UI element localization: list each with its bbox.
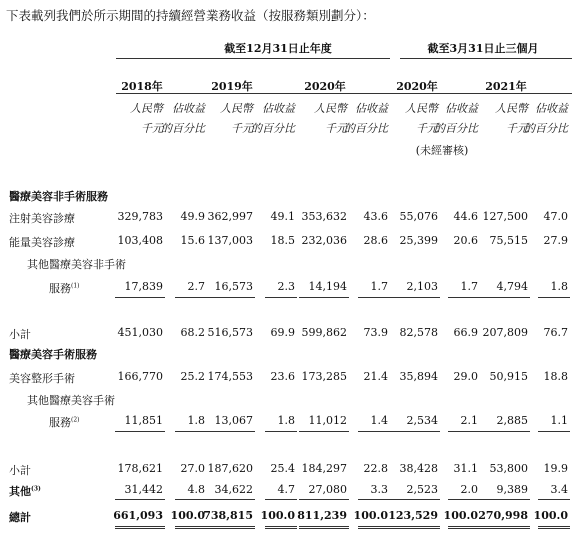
- others-value: 9,389: [496, 483, 528, 496]
- amount-header: 人民幣: [495, 102, 528, 115]
- amount-unit-header: 千元: [141, 122, 163, 135]
- subtotal-surgical-value: 38,428: [399, 462, 438, 475]
- row-label-energy: 能量美容診療: [9, 236, 75, 249]
- total-double-rule: [358, 526, 390, 529]
- subtotal-rule: [390, 297, 440, 298]
- subtotal-nonsurgical-value: 451,030: [117, 326, 163, 339]
- cosmetic-surgery-value: 166,770: [117, 370, 163, 383]
- total-value: 100.0: [260, 509, 295, 522]
- total-double-rule: [299, 526, 349, 529]
- subtotal-rule: [448, 297, 480, 298]
- injection-value: 44.6: [453, 210, 478, 223]
- subtotal-nonsurgical-value: 82,578: [399, 326, 438, 339]
- pct-unit-header: 的百分比: [161, 122, 205, 135]
- cosmetic-surgery-value: 23.6: [270, 370, 295, 383]
- period-header-interim: 截至3月31日止三個月: [427, 42, 539, 55]
- row-label-other-surgical: 其他醫療美容手術: [27, 394, 115, 407]
- cosmetic-surgery-value: 173,285: [301, 370, 347, 383]
- other-nonsurgical-value: 4,794: [496, 280, 528, 293]
- other-surgical-value: 2.1: [460, 414, 478, 427]
- others-value: 2,523: [406, 483, 438, 496]
- year-header: 2020年: [396, 80, 438, 93]
- subtotal-rule: [175, 431, 207, 432]
- subtotal-nonsurgical-value: 66.9: [453, 326, 478, 339]
- other-surgical-value: 2,885: [496, 414, 528, 427]
- total-rule: [390, 499, 440, 500]
- total-double-rule: [115, 526, 165, 529]
- cosmetic-surgery-value: 174,553: [207, 370, 253, 383]
- other-surgical-value: 1.1: [550, 414, 568, 427]
- energy-value: 18.5: [270, 234, 295, 247]
- other-surgical-value: 2,534: [406, 414, 438, 427]
- year-header: 2021年: [485, 80, 527, 93]
- subtotal-rule: [390, 431, 440, 432]
- energy-value: 27.9: [543, 234, 568, 247]
- subtotal-rule: [358, 297, 390, 298]
- total-value: 100.0: [443, 509, 478, 522]
- subtotal-rule: [205, 431, 255, 432]
- other-nonsurgical-value: 16,573: [214, 280, 253, 293]
- subtotal-surgical-value: 178,621: [117, 462, 163, 475]
- energy-value: 75,515: [489, 234, 528, 247]
- cosmetic-surgery-value: 35,894: [399, 370, 438, 383]
- subtotal-nonsurgical-value: 599,862: [301, 326, 347, 339]
- subtotal-nonsurgical-value: 516,573: [207, 326, 253, 339]
- cosmetic-surgery-value: 21.4: [363, 370, 388, 383]
- total-value: 811,239: [297, 509, 347, 522]
- other-surgical-value: 1.8: [277, 414, 295, 427]
- other-nonsurgical-value: 1.7: [370, 280, 388, 293]
- pct-header: 佔收益: [445, 102, 478, 115]
- other-surgical-value: 13,067: [214, 414, 253, 427]
- amount-header: 人民幣: [220, 102, 253, 115]
- injection-value: 127,500: [482, 210, 528, 223]
- total-rule: [358, 499, 390, 500]
- amount-unit-header: 千元: [231, 122, 253, 135]
- others-value: 4.7: [277, 483, 295, 496]
- other-surgical-value: 1.4: [370, 414, 388, 427]
- pct-unit-header: 的百分比: [344, 122, 388, 135]
- cosmetic-surgery-value: 29.0: [453, 370, 478, 383]
- period-header-annual: 截至12月31日止年度: [224, 42, 332, 55]
- other-nonsurgical-value: 2,103: [406, 280, 438, 293]
- injection-value: 362,997: [207, 210, 253, 223]
- subtotal-surgical-value: 184,297: [301, 462, 347, 475]
- footnote-marker: (1): [71, 282, 80, 290]
- subtotal-rule: [175, 297, 207, 298]
- other-nonsurgical-value: 2.7: [187, 280, 205, 293]
- energy-value: 103,408: [117, 234, 163, 247]
- energy-value: 28.6: [363, 234, 388, 247]
- row-label-other-surgical-cont: 服務$^{(2)}$: [49, 416, 80, 429]
- total-rule: [205, 499, 255, 500]
- cosmetic-surgery-value: 18.8: [543, 370, 568, 383]
- amount-header: 人民幣: [314, 102, 347, 115]
- total-value: 100.0: [170, 509, 205, 522]
- subtotal-rule: [480, 297, 530, 298]
- row-label-total: 總計: [9, 511, 31, 524]
- injection-value: 329,783: [117, 210, 163, 223]
- subtotal-nonsurgical-value: 69.9: [270, 326, 295, 339]
- amount-header: 人民幣: [405, 102, 438, 115]
- injection-value: 47.0: [543, 210, 568, 223]
- row-label-other-nonsurgical: 其他醫療美容非手術: [27, 258, 126, 271]
- energy-value: 20.6: [453, 234, 478, 247]
- total-double-rule: [448, 526, 480, 529]
- subtotal-rule: [205, 297, 255, 298]
- other-surgical-value: 11,012: [308, 414, 347, 427]
- subtotal-rule: [358, 431, 390, 432]
- unaudited-note: (未經審核): [415, 144, 469, 157]
- total-double-rule: [480, 526, 530, 529]
- row-label-cosmetic-surgery: 美容整形手術: [9, 372, 75, 385]
- total-double-rule: [538, 526, 570, 529]
- section-non-surgical: 醫療美容非手術服務: [9, 190, 108, 203]
- subtotal-rule: [538, 297, 570, 298]
- section-surgical: 醫療美容手術服務: [9, 348, 97, 361]
- total-value: 123,529: [388, 509, 438, 522]
- period-rule-annual: [116, 58, 390, 59]
- pct-unit-header: 的百分比: [524, 122, 568, 135]
- subtotal-rule: [115, 431, 165, 432]
- subtotal-surgical-value: 187,620: [207, 462, 253, 475]
- energy-value: 25,399: [399, 234, 438, 247]
- injection-value: 55,076: [399, 210, 438, 223]
- pct-header: 佔收益: [535, 102, 568, 115]
- subtotal-nonsurgical-value: 68.2: [180, 326, 205, 339]
- subtotal-rule: [480, 431, 530, 432]
- subtotal-rule: [448, 431, 480, 432]
- subtotal-surgical-value: 22.8: [363, 462, 388, 475]
- other-surgical-value: 1.8: [187, 414, 205, 427]
- cosmetic-surgery-value: 25.2: [180, 370, 205, 383]
- intro-text: 下表載列我們於所示期間的持續經營業務收益（按服務類別劃分）：: [6, 8, 375, 23]
- subtotal-surgical-value: 19.9: [543, 462, 568, 475]
- row-label-subtotal-nonsurgical: 小計: [9, 328, 31, 341]
- total-rule: [175, 499, 207, 500]
- other-nonsurgical-value: 1.8: [550, 280, 568, 293]
- total-double-rule: [175, 526, 207, 529]
- other-nonsurgical-value: 1.7: [460, 280, 478, 293]
- others-value: 31,442: [124, 483, 163, 496]
- footnote-marker: (3): [31, 485, 41, 493]
- others-value: 4.8: [187, 483, 205, 496]
- footnote-marker: (2): [71, 416, 80, 424]
- pct-unit-header: 的百分比: [251, 122, 295, 135]
- energy-value: 15.6: [180, 234, 205, 247]
- subtotal-surgical-value: 31.1: [453, 462, 478, 475]
- subtotal-rule: [538, 431, 570, 432]
- injection-value: 353,632: [301, 210, 347, 223]
- subtotal-surgical-value: 27.0: [180, 462, 205, 475]
- year-header: 2018年: [121, 80, 163, 93]
- total-value: 661,093: [113, 509, 163, 522]
- other-surgical-value: 11,851: [124, 414, 163, 427]
- total-value: 738,815: [203, 509, 253, 522]
- pct-unit-header: 的百分比: [434, 122, 478, 135]
- energy-value: 232,036: [301, 234, 347, 247]
- subtotal-nonsurgical-value: 73.9: [363, 326, 388, 339]
- other-nonsurgical-value: 14,194: [308, 280, 347, 293]
- total-double-rule: [265, 526, 297, 529]
- subtotal-nonsurgical-value: 76.7: [543, 326, 568, 339]
- subtotal-rule: [265, 297, 297, 298]
- year-rule: [116, 93, 572, 94]
- total-value: 100.0: [353, 509, 388, 522]
- total-double-rule: [205, 526, 255, 529]
- pct-header: 佔收益: [172, 102, 205, 115]
- row-label-others: 其他$^{(3)}$: [9, 485, 41, 498]
- cosmetic-surgery-value: 50,915: [489, 370, 528, 383]
- pct-header: 佔收益: [355, 102, 388, 115]
- total-rule: [115, 499, 165, 500]
- subtotal-surgical-value: 53,800: [489, 462, 528, 475]
- row-label-subtotal-surgical: 小計: [9, 464, 31, 477]
- total-rule: [448, 499, 480, 500]
- total-rule: [265, 499, 297, 500]
- injection-value: 49.1: [270, 210, 295, 223]
- others-value: 34,622: [214, 483, 253, 496]
- others-value: 3.3: [370, 483, 388, 496]
- total-value: 100.0: [533, 509, 568, 522]
- total-double-rule: [390, 526, 440, 529]
- other-nonsurgical-value: 17,839: [124, 280, 163, 293]
- subtotal-rule: [265, 431, 297, 432]
- amount-header: 人民幣: [130, 102, 163, 115]
- injection-value: 43.6: [363, 210, 388, 223]
- amount-unit-header: 千元: [506, 122, 528, 135]
- total-rule: [480, 499, 530, 500]
- year-header: 2019年: [211, 80, 253, 93]
- pct-header: 佔收益: [262, 102, 295, 115]
- amount-unit-header: 千元: [325, 122, 347, 135]
- total-rule: [299, 499, 349, 500]
- row-label-injection: 注射美容診療: [9, 212, 75, 225]
- other-nonsurgical-value: 2.3: [277, 280, 295, 293]
- period-rule-interim: [400, 58, 572, 59]
- total-value: 270,998: [478, 509, 528, 522]
- subtotal-rule: [299, 431, 349, 432]
- others-value: 2.0: [460, 483, 478, 496]
- subtotal-nonsurgical-value: 207,809: [482, 326, 528, 339]
- others-value: 3.4: [550, 483, 568, 496]
- injection-value: 49.9: [180, 210, 205, 223]
- subtotal-rule: [299, 297, 349, 298]
- amount-unit-header: 千元: [416, 122, 438, 135]
- row-label-other-nonsurgical-cont: 服務$^{(1)}$: [49, 282, 80, 295]
- year-header: 2020年: [304, 80, 346, 93]
- subtotal-surgical-value: 25.4: [270, 462, 295, 475]
- total-rule: [538, 499, 570, 500]
- others-value: 27,080: [308, 483, 347, 496]
- subtotal-rule: [115, 297, 165, 298]
- energy-value: 137,003: [207, 234, 253, 247]
